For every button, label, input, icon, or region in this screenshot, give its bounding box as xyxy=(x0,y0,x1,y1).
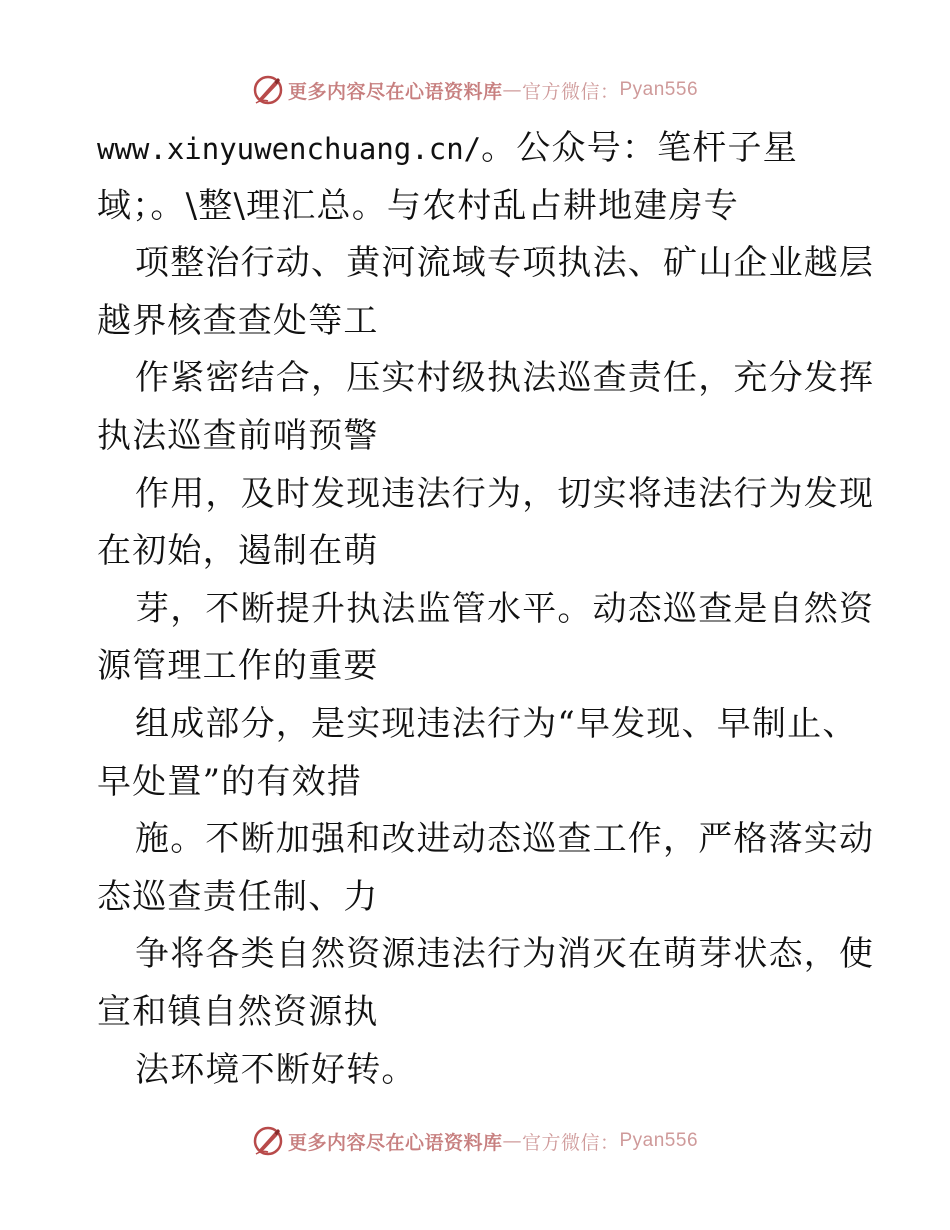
url-line-rest: 。公众号：笔杆子星 xyxy=(481,128,798,168)
watermark-wechat-id: Pyan556 xyxy=(619,1130,699,1151)
watermark-wechat-id: Pyan556 xyxy=(619,79,699,100)
document-body xyxy=(97,120,875,1099)
paragraph-lines xyxy=(97,178,875,1100)
text-line: 域；。\整\理汇总。与农村乱占耕地建房专 xyxy=(97,185,739,226)
header-watermark xyxy=(0,70,950,110)
text-line: 态巡查责任制、力 xyxy=(97,876,379,917)
text-line: 作紧密结合，压实村级执法巡查责任，充分发挥 xyxy=(135,358,875,399)
pen-logo-icon xyxy=(252,1125,284,1157)
text-line: 项整治行动、黄河流域专项执法、矿山企业越层 xyxy=(135,243,875,284)
url-line xyxy=(97,120,857,178)
watermark-label: 官方微信： xyxy=(521,1131,620,1154)
source-url: www.xinyuwenchuang.cn/ xyxy=(97,132,482,166)
footer-watermark xyxy=(0,1121,950,1161)
text-line: 争将各类自然资源违法行为消灭在萌芽状态，使 xyxy=(135,934,875,975)
text-line: 施。不断加强和改进动态巡查工作，严格落实动 xyxy=(135,819,875,860)
text-line: 作用，及时发现违法行为，切实将违法行为发现 xyxy=(135,473,875,514)
text-line: 芽，不断提升执法监管水平。动态巡查是自然资 xyxy=(135,588,875,629)
watermark-brand: 更多内容尽在心语资料库 xyxy=(287,1131,503,1154)
text-line: 宣和镇自然资源执 xyxy=(97,991,379,1032)
watermark-dash: — xyxy=(502,1130,522,1152)
watermark-brand: 更多内容尽在心语资料库 xyxy=(287,80,503,103)
watermark-dash: — xyxy=(502,79,522,101)
watermark-label: 官方微信： xyxy=(521,80,620,103)
text-line: 在初始，遏制在萌 xyxy=(97,531,379,572)
text-line: 源管理工作的重要 xyxy=(97,646,379,687)
text-line: 组成部分，是实现违法行为“早发现、早制止、 xyxy=(135,703,858,744)
text-line: 法环境不断好转。 xyxy=(135,1049,417,1090)
text-line: 执法巡查前哨预警 xyxy=(97,415,379,456)
text-line: 早处置”的有效措 xyxy=(97,761,362,802)
pen-logo-icon xyxy=(252,74,284,106)
text-line: 越界核查查处等工 xyxy=(97,300,379,341)
